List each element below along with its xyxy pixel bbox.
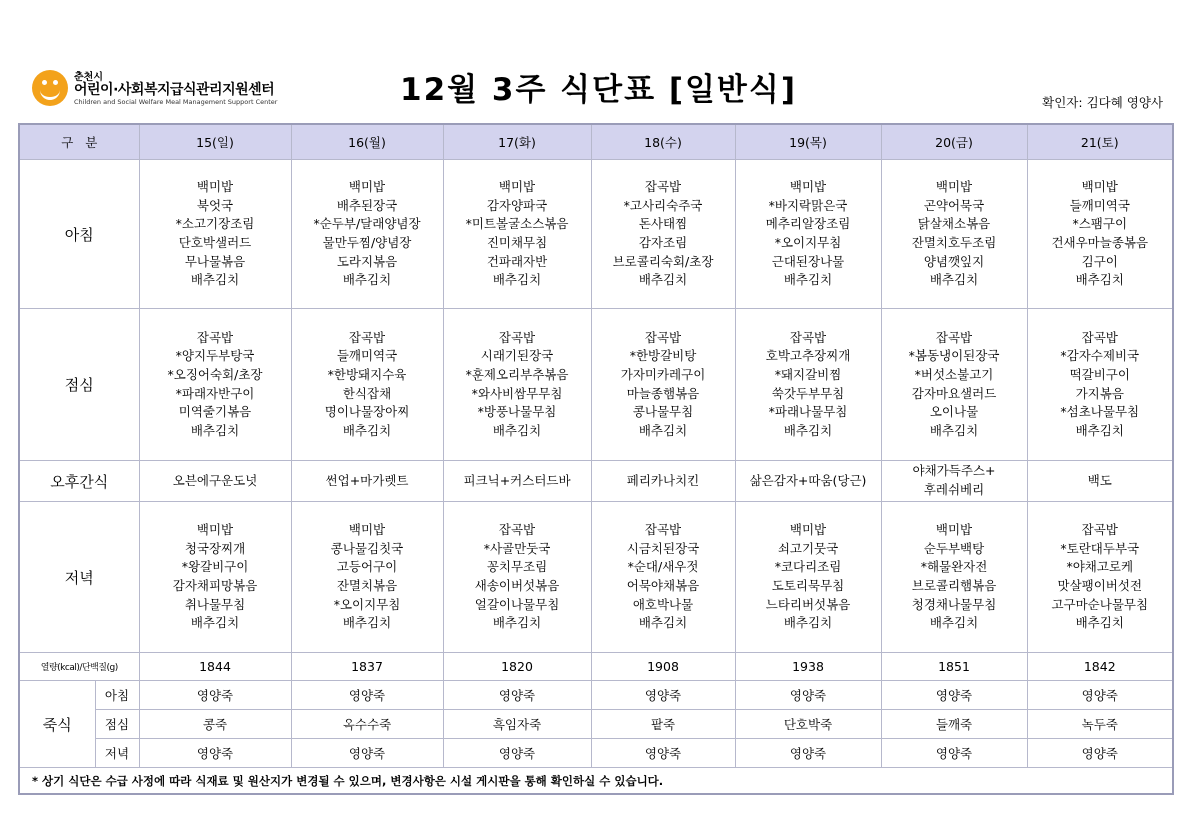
menu-cell bbox=[139, 461, 291, 502]
menu-cell bbox=[881, 502, 1027, 653]
calorie-row bbox=[19, 653, 1173, 681]
porridge-value: 영양죽 bbox=[291, 739, 443, 768]
porridge-row-dinner bbox=[19, 739, 1173, 768]
menu-cell bbox=[591, 461, 735, 502]
porridge-value: 영양죽 bbox=[735, 739, 881, 768]
dish-item: 배추된장국 bbox=[336, 197, 398, 213]
dish-item: 가지볶음 bbox=[1075, 385, 1124, 401]
dish-item: *야채고로케 bbox=[1066, 559, 1134, 575]
dish-item: 배추김치 bbox=[342, 615, 392, 631]
menu-cell bbox=[735, 309, 881, 461]
dish-item: 시래기된장국 bbox=[480, 348, 554, 364]
menu-cell bbox=[735, 461, 881, 502]
porridge-meal-label: 저녁 bbox=[95, 739, 139, 768]
dish-item: 근대된장나물 bbox=[771, 253, 845, 269]
menu-cell bbox=[591, 309, 735, 461]
menu-cell bbox=[443, 160, 591, 309]
meal-row-lunch bbox=[19, 309, 1173, 461]
smile-logo-icon bbox=[32, 70, 68, 106]
dish-item: 배추김치 bbox=[638, 422, 688, 438]
menu-cell bbox=[881, 309, 1027, 461]
menu-cell bbox=[735, 160, 881, 309]
porridge-value: 녹두죽 bbox=[1027, 710, 1173, 739]
dish-item: 단호박샐러드 bbox=[178, 235, 252, 250]
dish-item: 물만두찜/양념장 bbox=[322, 235, 412, 250]
dish-item: 배추김치 bbox=[783, 422, 833, 438]
menu-cell bbox=[443, 502, 591, 653]
dish-item: 시금치된장국 bbox=[626, 540, 700, 556]
day-header: 18(수) bbox=[591, 124, 735, 160]
menu-cell bbox=[139, 309, 291, 461]
dish-item: *바지락맑은국 bbox=[768, 197, 848, 213]
dish-item: 잡곡밥 bbox=[348, 329, 386, 345]
dish-item: 배추김치 bbox=[190, 615, 240, 631]
dish-item: *봄동냉이된장국 bbox=[908, 348, 1000, 364]
dish-item: 백미밥 bbox=[348, 522, 386, 538]
center-logo bbox=[32, 68, 332, 108]
dish-item: 피크닉+커스터드바 bbox=[463, 472, 571, 488]
dish-item: 양념깻잎지 bbox=[923, 253, 985, 269]
calorie-value: 1851 bbox=[881, 653, 1027, 681]
dish-item: *버섯소불고기 bbox=[914, 366, 994, 382]
dish-item: 쑥갓두부무침 bbox=[771, 385, 845, 401]
dish-item: 곤약어묵국 bbox=[923, 197, 985, 213]
dish-item: 고구마순나물무침 bbox=[1051, 596, 1149, 612]
dish-item: 떡갈비구이 bbox=[1069, 366, 1130, 382]
dish-item: 백미밥 bbox=[789, 179, 827, 195]
dish-item: 진미채무침 bbox=[486, 235, 548, 250]
dish-item: 배추김치 bbox=[783, 272, 833, 288]
dish-item: 무나물볶음 bbox=[184, 253, 246, 269]
porridge-value: 영양죽 bbox=[443, 739, 591, 768]
dish-item: 잔멸치볶음 bbox=[336, 578, 398, 593]
meal-row-breakfast bbox=[19, 160, 1173, 309]
footnote-row bbox=[19, 768, 1173, 795]
org-city: 춘천시 bbox=[74, 72, 103, 83]
dish-item: 배추김치 bbox=[1075, 422, 1124, 438]
dish-item: 잡곡밥 bbox=[498, 522, 536, 538]
dish-item: 청경채나물무침 bbox=[911, 596, 997, 612]
day-header: 21(토) bbox=[1027, 124, 1173, 160]
calorie-value: 1844 bbox=[139, 653, 291, 681]
porridge-value: 영양죽 bbox=[591, 739, 735, 768]
meal-label: 아침 bbox=[19, 160, 139, 309]
dish-item: 감자양파국 bbox=[486, 197, 548, 213]
day-header: 17(화) bbox=[443, 124, 591, 160]
dish-item: *와사비쌈무무침 bbox=[471, 385, 563, 401]
header-row bbox=[19, 124, 1173, 160]
org-name: 어린이·사회복지급식관리지원센터 bbox=[74, 82, 275, 98]
dish-item: 백미밥 bbox=[196, 179, 234, 195]
dish-item: 배추김치 bbox=[492, 422, 542, 438]
dish-item: *순대/새우젓 bbox=[627, 559, 699, 575]
dish-item: *코다리조림 bbox=[774, 559, 842, 575]
dish-item: 배추김치 bbox=[929, 615, 979, 631]
porridge-value: 콩죽 bbox=[139, 710, 291, 739]
menu-cell bbox=[443, 309, 591, 461]
dish-item: *오징어숙회/초장 bbox=[167, 366, 263, 382]
dish-item: 맛살팽이버섯전 bbox=[1057, 578, 1143, 593]
porridge-value: 영양죽 bbox=[881, 681, 1027, 710]
dish-item: 닭살채소볶음 bbox=[917, 216, 991, 232]
dish-item: 들깨미역국 bbox=[1069, 197, 1130, 213]
porridge-row-breakfast bbox=[19, 681, 1173, 710]
dish-item: 배추김치 bbox=[190, 272, 240, 288]
dish-item: *섬초나물무침 bbox=[1060, 404, 1140, 420]
dish-item: 브로콜리햄볶음 bbox=[911, 578, 997, 593]
dish-item: 배추김치 bbox=[342, 272, 392, 288]
dish-item: *감자수제비국 bbox=[1060, 348, 1140, 364]
dish-item: *미트볼굴소스볶음 bbox=[465, 216, 569, 232]
dish-item: 잡곡밥 bbox=[1081, 329, 1118, 345]
dish-item: 얼갈이나물무침 bbox=[474, 596, 560, 612]
calorie-value: 1837 bbox=[291, 653, 443, 681]
porridge-value: 영양죽 bbox=[291, 681, 443, 710]
dish-item: 고등어구이 bbox=[336, 559, 398, 575]
calorie-label: 열량(kcal)/단백질(g) bbox=[19, 653, 139, 681]
menu-cell bbox=[291, 160, 443, 309]
dish-item: 배추김치 bbox=[492, 615, 542, 631]
menu-cell bbox=[1027, 309, 1173, 461]
dish-item: *토란대두부국 bbox=[1060, 540, 1140, 556]
porridge-value: 팥죽 bbox=[591, 710, 735, 739]
calorie-value: 1820 bbox=[443, 653, 591, 681]
dish-item: *사골만둣국 bbox=[483, 540, 551, 556]
dish-item: 백미밥 bbox=[935, 522, 973, 538]
dish-item: 배추김치 bbox=[929, 422, 979, 438]
dish-item: *훈제오리부추볶음 bbox=[465, 366, 569, 382]
dish-item: 야채가득주스+ bbox=[912, 463, 996, 479]
dish-item: *오이지무침 bbox=[333, 596, 401, 612]
dish-item: 배추김치 bbox=[492, 272, 542, 288]
dish-item: 감자마요샐러드 bbox=[911, 385, 997, 401]
porridge-row-lunch bbox=[19, 710, 1173, 739]
dish-item: *오이지무침 bbox=[774, 235, 842, 250]
dish-item: *파래나물무침 bbox=[768, 404, 848, 420]
dish-item: 백미밥 bbox=[935, 179, 973, 195]
dish-item: 백도 bbox=[1087, 472, 1112, 488]
corner-label: 구 분 bbox=[19, 124, 139, 160]
dish-item: 배추김치 bbox=[342, 422, 392, 438]
dish-item: *순두부/달래양념장 bbox=[313, 216, 421, 232]
menu-cell bbox=[443, 461, 591, 502]
dish-item: 도토리묵무침 bbox=[771, 578, 845, 593]
footnote: * 상기 식단은 수급 사정에 따라 식재료 및 원산지가 변경될 수 있으며, 변경사항은 시설 게시판을 통해 확인하실 수 있습니다. bbox=[19, 768, 1173, 795]
dish-item: 배추김치 bbox=[1075, 615, 1124, 631]
dish-item: 감자조림 bbox=[638, 235, 688, 250]
dish-item: 순두부백탕 bbox=[923, 540, 985, 556]
menu-cell bbox=[1027, 160, 1173, 309]
menu-cell bbox=[291, 461, 443, 502]
dish-item: 건새우마늘종볶음 bbox=[1051, 235, 1149, 250]
dish-item: *스팸구이 bbox=[1072, 216, 1128, 232]
porridge-value: 영양죽 bbox=[591, 681, 735, 710]
dish-item: 잡곡밥 bbox=[644, 329, 682, 345]
meal-label: 점심 bbox=[19, 309, 139, 461]
dish-item: 잡곡밥 bbox=[644, 179, 682, 195]
meal-label: 오후간식 bbox=[19, 461, 139, 502]
dish-item: *고사리숙주국 bbox=[623, 197, 703, 213]
dish-item: 백미밥 bbox=[498, 179, 536, 195]
dish-item: 애호박나물 bbox=[632, 596, 694, 612]
dish-item: 잡곡밥 bbox=[196, 329, 234, 345]
menu-table bbox=[18, 123, 1174, 795]
day-header: 20(금) bbox=[881, 124, 1027, 160]
calorie-value: 1842 bbox=[1027, 653, 1173, 681]
dish-item: 백미밥 bbox=[1081, 179, 1118, 195]
dish-item: *한방갈비탕 bbox=[629, 348, 697, 364]
dish-item: 배추김치 bbox=[783, 615, 833, 631]
porridge-value: 영양죽 bbox=[1027, 681, 1173, 710]
dish-item: 배추김치 bbox=[190, 422, 240, 438]
confirmer-label: 확인자: 김다혜 영양사 bbox=[1042, 95, 1163, 110]
dish-item: 꽁치무조림 bbox=[486, 559, 548, 575]
dish-item: 백미밥 bbox=[348, 179, 386, 195]
dish-item: 돈사태찜 bbox=[638, 216, 688, 232]
menu-cell bbox=[291, 502, 443, 653]
dish-item: 미역줄기볶음 bbox=[178, 404, 252, 420]
dish-item: 감자채피망볶음 bbox=[172, 578, 258, 593]
dish-item: 잔멸치호두조림 bbox=[911, 235, 997, 250]
menu-cell bbox=[139, 160, 291, 309]
day-header: 15(일) bbox=[139, 124, 291, 160]
dish-item: *파래자반구이 bbox=[175, 385, 255, 401]
dish-item: 느타리버섯볶음 bbox=[765, 596, 851, 612]
dish-item: 백미밥 bbox=[196, 522, 234, 538]
dish-item: 브로콜리숙회/초장 bbox=[612, 253, 714, 269]
dish-item: 취나물무침 bbox=[184, 596, 246, 612]
menu-cell bbox=[881, 160, 1027, 309]
dish-item: 명이나물장아찌 bbox=[324, 404, 410, 420]
dish-item: 들깨미역국 bbox=[336, 348, 398, 364]
porridge-value: 들깨죽 bbox=[881, 710, 1027, 739]
dish-item: *한방돼지수육 bbox=[327, 366, 407, 382]
dish-item: 배추김치 bbox=[638, 615, 688, 631]
dish-item: 쇠고기뭇국 bbox=[777, 540, 839, 556]
dish-item: 마늘종햄볶음 bbox=[626, 385, 700, 401]
meal-row-snack bbox=[19, 461, 1173, 502]
dish-item: 잡곡밥 bbox=[644, 522, 682, 538]
dish-item: 잡곡밥 bbox=[789, 329, 827, 345]
dish-item: *방풍나물무침 bbox=[477, 404, 557, 420]
porridge-value: 옥수수죽 bbox=[291, 710, 443, 739]
dish-item: *돼지갈비찜 bbox=[774, 366, 842, 382]
porridge-value: 영양죽 bbox=[1027, 739, 1173, 768]
day-header: 19(목) bbox=[735, 124, 881, 160]
menu-cell bbox=[1027, 461, 1173, 502]
porridge-value: 영양죽 bbox=[139, 681, 291, 710]
dish-item: 도라지볶음 bbox=[336, 253, 398, 269]
dish-item: 어묵야채볶음 bbox=[626, 578, 700, 593]
dish-item: *소고기장조림 bbox=[175, 216, 255, 232]
meal-row-dinner bbox=[19, 502, 1173, 653]
dish-item: 한식잡채 bbox=[342, 385, 392, 401]
dish-item: 잡곡밥 bbox=[498, 329, 536, 345]
dish-item: *양지두부탕국 bbox=[175, 348, 255, 364]
page-title: 12월 3주 식단표 [일반식] bbox=[400, 72, 797, 108]
dish-item: 잡곡밥 bbox=[935, 329, 973, 345]
porridge-meal-label: 아침 bbox=[95, 681, 139, 710]
menu-cell bbox=[881, 461, 1027, 502]
meal-label: 저녁 bbox=[19, 502, 139, 653]
menu-cell bbox=[735, 502, 881, 653]
menu-cell bbox=[591, 160, 735, 309]
dish-item: 배추김치 bbox=[638, 272, 688, 288]
dish-item: 후레쉬베리 bbox=[923, 482, 985, 497]
dish-item: 오이나물 bbox=[929, 404, 979, 420]
dish-item: 청국장찌개 bbox=[184, 540, 246, 556]
menu-cell bbox=[1027, 502, 1173, 653]
porridge-value: 영양죽 bbox=[881, 739, 1027, 768]
dish-item: 메추리알장조림 bbox=[765, 216, 851, 232]
dish-item: 오븐에구운도넛 bbox=[172, 472, 258, 488]
porridge-value: 영양죽 bbox=[735, 681, 881, 710]
dish-item: 콩나물무침 bbox=[632, 404, 694, 420]
porridge-value: 영양죽 bbox=[443, 681, 591, 710]
calorie-value: 1938 bbox=[735, 653, 881, 681]
dish-item: 썬업+마가렛트 bbox=[325, 472, 409, 488]
day-header: 16(월) bbox=[291, 124, 443, 160]
dish-item: 배추김치 bbox=[1075, 272, 1124, 288]
dish-item: 김구이 bbox=[1081, 253, 1118, 269]
porridge-label: 죽식 bbox=[19, 681, 95, 768]
dish-item: 배추김치 bbox=[929, 272, 979, 288]
dish-item: 백미밥 bbox=[789, 522, 827, 538]
dish-item: 북엇국 bbox=[196, 197, 234, 213]
dish-item: 건파래자반 bbox=[486, 253, 548, 269]
dish-item: *왕갈비구이 bbox=[181, 559, 249, 575]
dish-item: 호박고추장찌개 bbox=[765, 348, 851, 364]
menu-cell bbox=[591, 502, 735, 653]
porridge-value: 단호박죽 bbox=[735, 710, 881, 739]
dish-item: 가자미카레구이 bbox=[620, 366, 706, 382]
porridge-value: 흑임자죽 bbox=[443, 710, 591, 739]
dish-item: 페리카나치킨 bbox=[626, 472, 700, 488]
dish-item: *해물완자전 bbox=[920, 559, 988, 575]
dish-item: 새송이버섯볶음 bbox=[474, 578, 560, 593]
dish-item: 잡곡밥 bbox=[1081, 522, 1118, 538]
dish-item: 콩나물김칫국 bbox=[330, 540, 404, 556]
menu-cell bbox=[291, 309, 443, 461]
porridge-value: 영양죽 bbox=[139, 739, 291, 768]
calorie-value: 1908 bbox=[591, 653, 735, 681]
menu-cell bbox=[139, 502, 291, 653]
dish-item: 삶은감자+따움(당근) bbox=[749, 472, 867, 488]
org-english-name: Children and Social Welfare Meal Management Support Center bbox=[74, 98, 278, 106]
porridge-meal-label: 점심 bbox=[95, 710, 139, 739]
